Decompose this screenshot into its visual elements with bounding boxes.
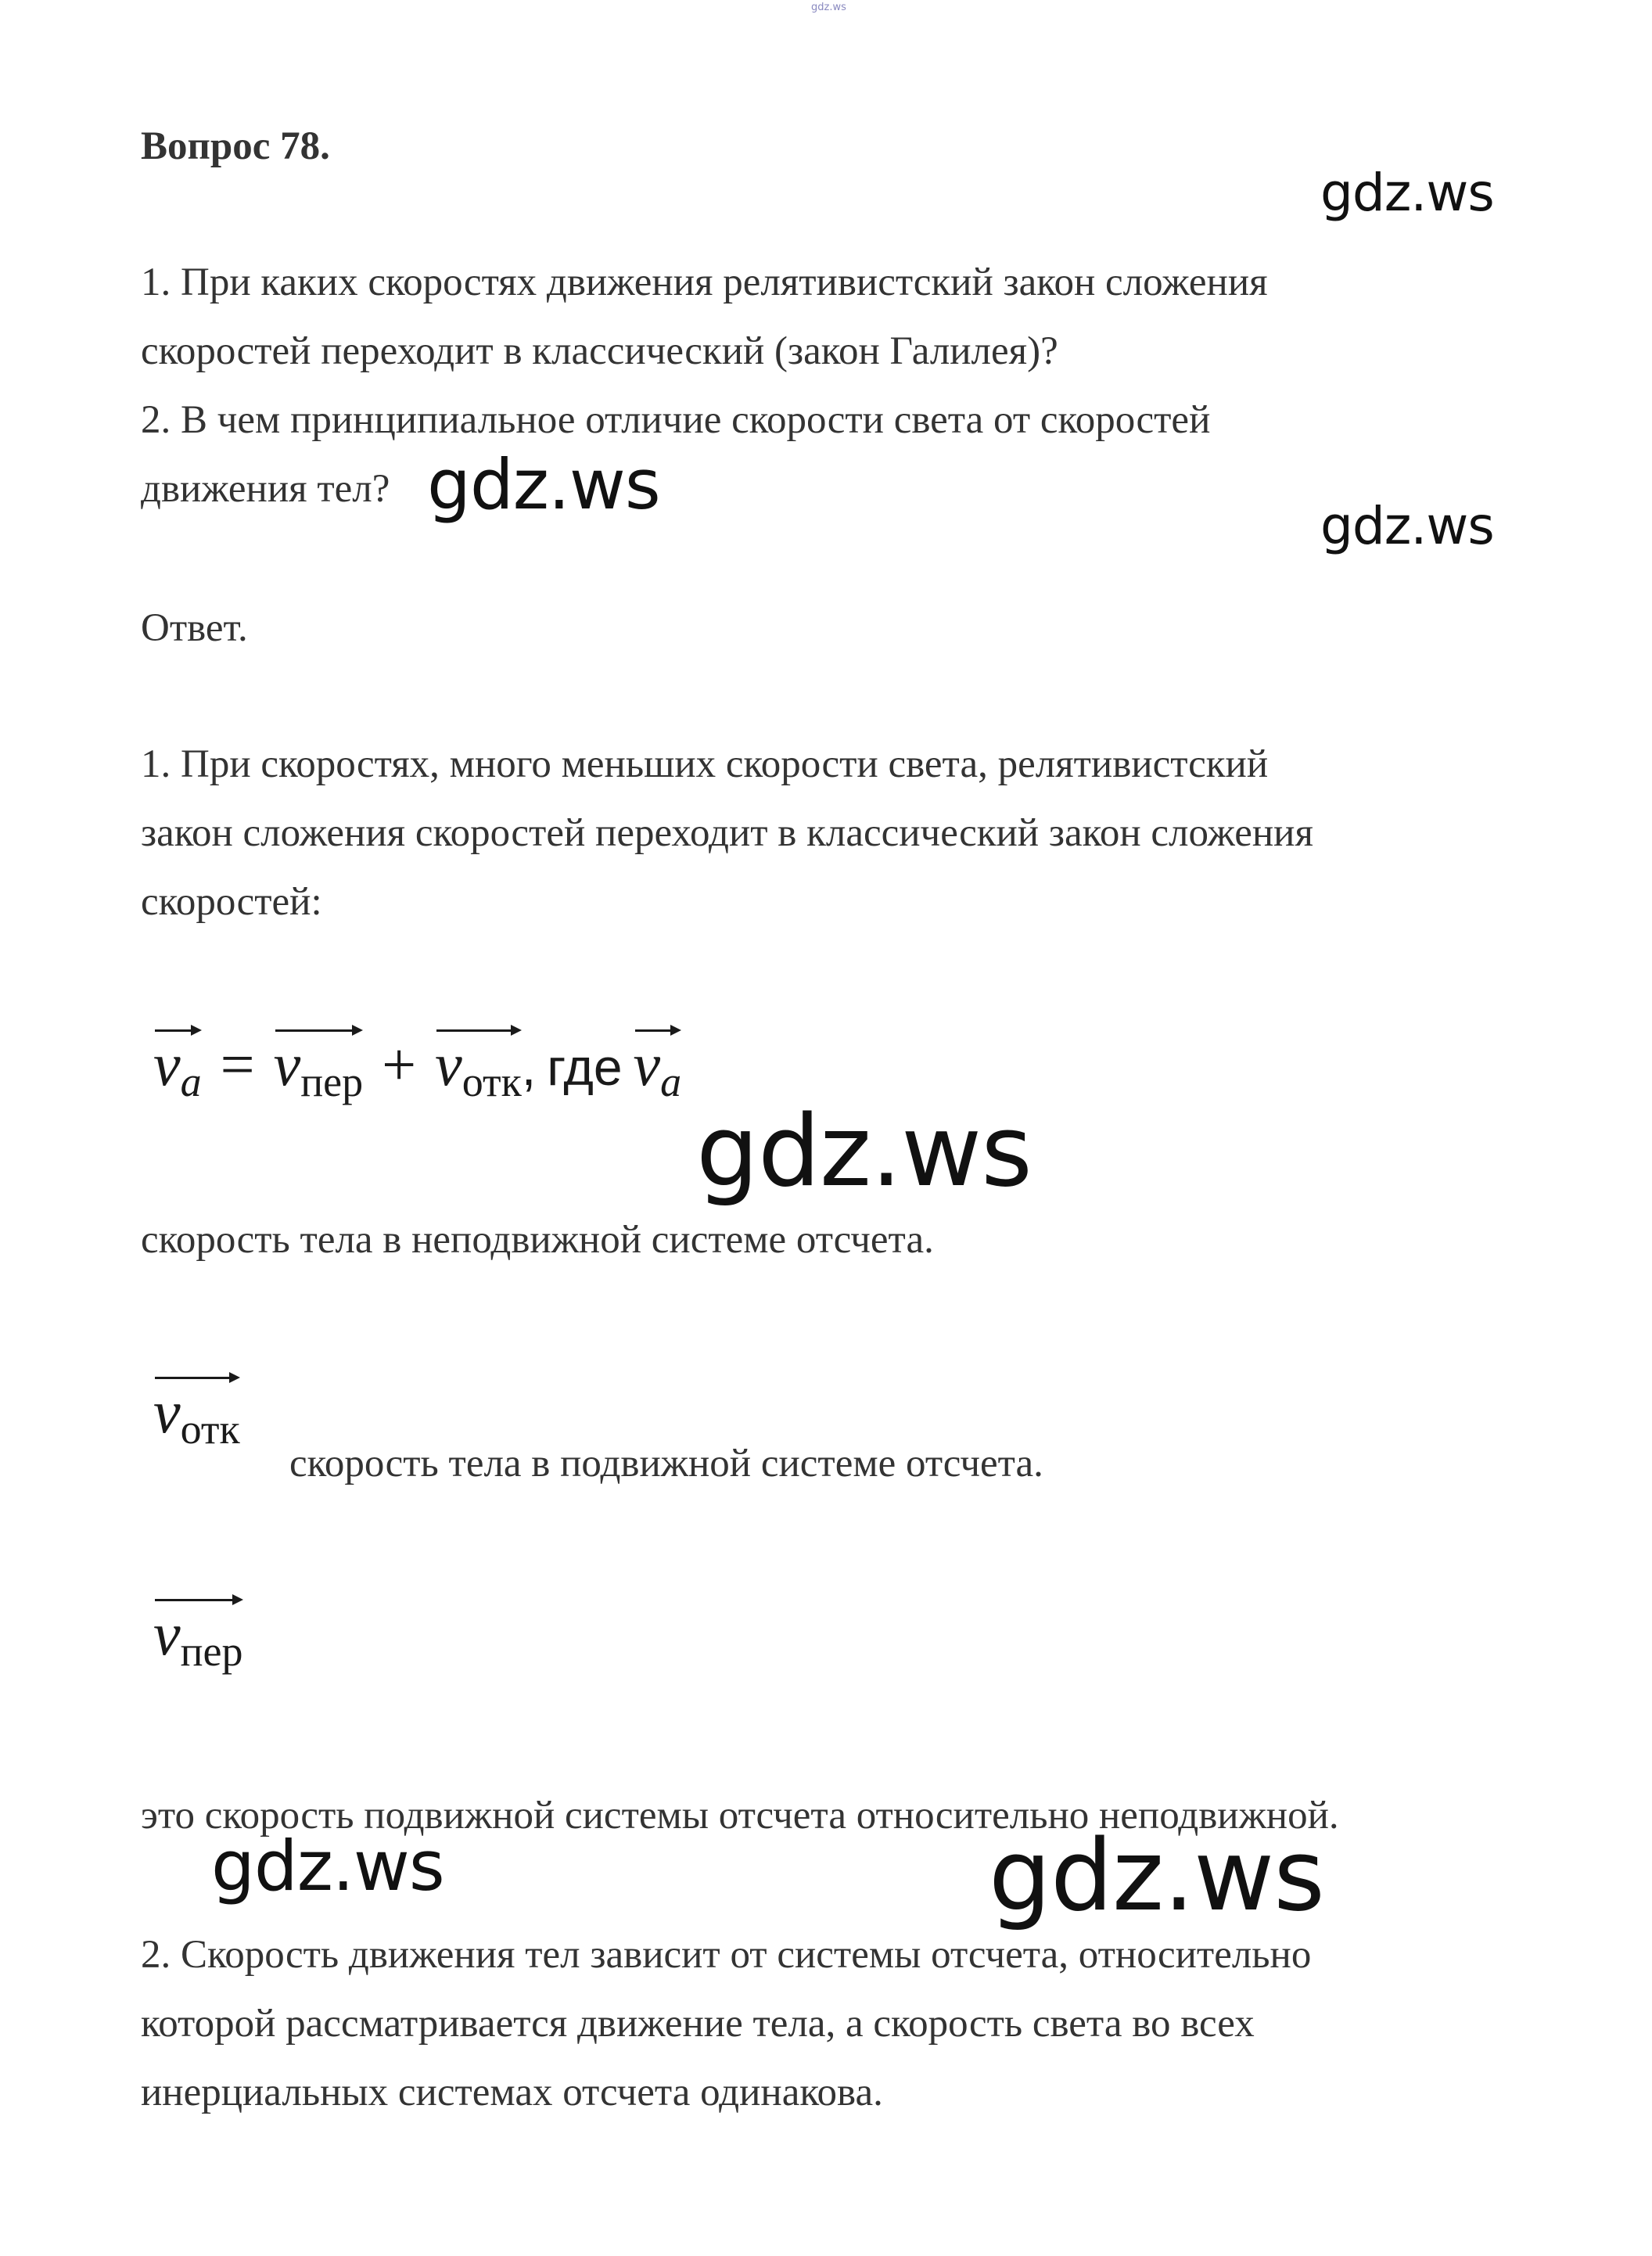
desc-v-a: скорость тела в неподвижной системе отсчета.	[141, 1218, 934, 1262]
question-title: Вопрос 78.	[141, 124, 330, 168]
watermark-right-2: gdz.ws	[1320, 496, 1494, 556]
vector-v-per-standalone: vпер	[153, 1599, 243, 1669]
question-line-2: скоростей переходит в классический (закон Галилея)?	[141, 329, 1058, 373]
watermark-mid-1: gdz.ws	[427, 444, 660, 525]
velocity-addition-formula	[153, 1029, 682, 1105]
watermark-right-1: gdz.ws	[1320, 163, 1494, 223]
answer-1-line-2: закон сложения скоростей переходит в классический закон сложения	[141, 811, 1313, 855]
answer-1-line-3: скоростей:	[141, 880, 322, 924]
equals-sign: =	[220, 1030, 255, 1098]
desc-v-per: это скорость подвижной системы отсчета относительно неподвижной.	[141, 1794, 1339, 1837]
answer-2-line-3: инерциальных системах отсчета одинакова.	[141, 2071, 883, 2114]
answer-1-line-1: 1. При скоростях, много меньших скорости света, релятивистский	[141, 742, 1269, 786]
watermark-bottom-left: gdz.ws	[211, 1826, 444, 1906]
plus-sign: +	[382, 1030, 417, 1098]
watermark-center: gdz.ws	[696, 1094, 1032, 1209]
vector-v-a: va	[153, 1029, 202, 1100]
answer-2-line-1: 2. Скорость движения тел зависит от системы отсчета, относительно	[141, 1933, 1312, 1977]
desc-v-otk: скорость тела в подвижной системе отсчета.	[289, 1442, 1043, 1485]
watermark-bottom-right: gdz.ws	[989, 1818, 1324, 1933]
vector-v-per: vпер	[274, 1029, 364, 1100]
question-line-1: 1. При каких скоростях движения релятивистский закон сложения	[141, 260, 1268, 304]
vector-v-a-2: va	[634, 1029, 682, 1100]
vector-v-otk-standalone: vотк	[153, 1377, 240, 1447]
watermark-tiny: gdz.ws	[811, 2, 846, 13]
formula-where: где	[547, 1038, 623, 1096]
question-line-4: движения тел?	[141, 467, 390, 511]
answer-label: Ответ.	[141, 606, 248, 650]
question-line-3: 2. В чем принципиальное отличие скорости света от скоростей	[141, 398, 1211, 442]
answer-2-line-2: которой рассматривается движение тела, а скорость света во всех	[141, 2002, 1255, 2046]
formula-comma: ,	[521, 1038, 537, 1096]
vector-v-otk: vотк	[435, 1029, 522, 1100]
